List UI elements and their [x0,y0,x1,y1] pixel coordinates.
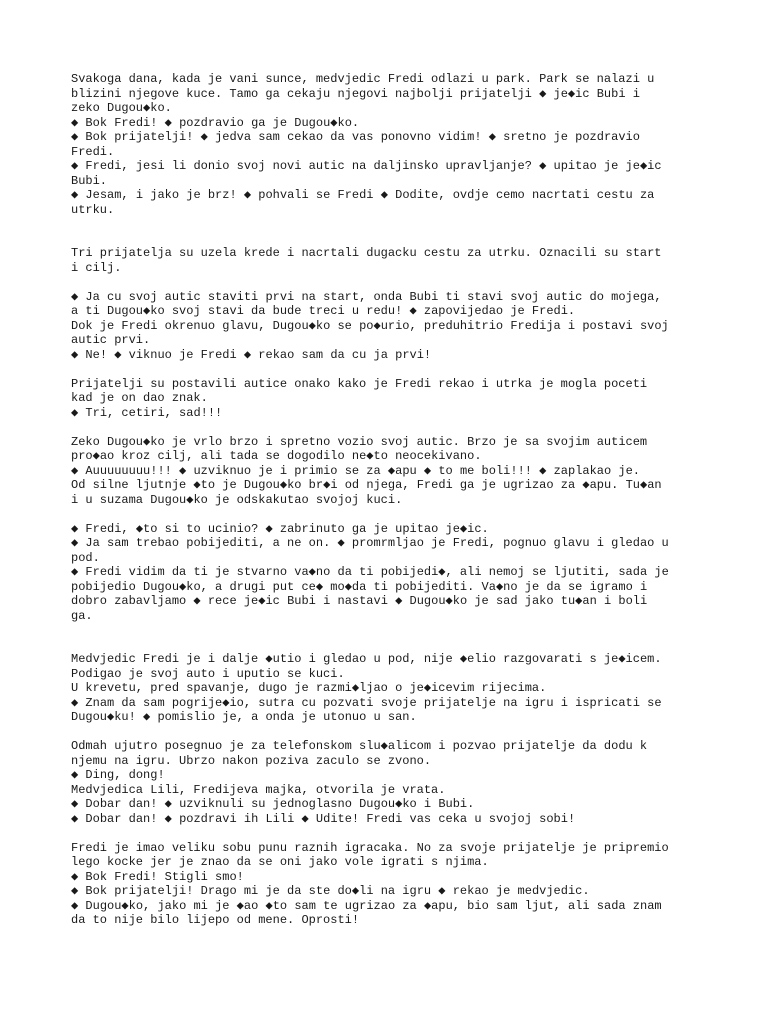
text-line: a ti Dugou◆ko svoj stavi da bude treci u redu! ◆ zapovijedao je Fredi. [71,304,576,318]
paragraph-spacer [71,507,711,522]
paragraph-evening-reflection [71,652,711,725]
text-line: kad je on dao znak. [71,391,208,405]
text-line: Zeko Dugou◆ko je vrlo brzo i spretno vozio svoj autic. Brzo je sa svojim auticem [71,434,648,449]
text-line: ◆ Znam da sam pogrije◆io, sutra cu pozvati svoje prijatelje na igru i ispricati se [71,695,662,710]
text-line: lego kocke jer je znao da se oni jako vole igrati s njima. [71,855,489,869]
paragraph-spacer [71,420,711,435]
paragraph-spacer [71,217,711,246]
text-line: ◆ Ding, dong! [71,768,165,782]
text-line: ◆ Bok Fredi! Stigli smo! [71,869,244,884]
text-line: Dok je Fredi okrenuo glavu, Dugou◆ko se po◆urio, preduhitrio Fredija i postavi svoj [71,318,669,333]
text-line: blizini njegove kuce. Tamo ga cekaju njegovi najbolji prijatelji ◆ je◆ic Bubi i [71,86,640,101]
text-line: Fredi. [71,144,115,159]
text-line: pobijedio Dugou◆ko, a drugi put ce◆ mo◆da ti pobijediti. Va◆no je da se igramo i [71,579,648,594]
text-line: utrku. [71,202,115,217]
text-line: ◆ Fredi, ◆to si to ucinio? ◆ zabrinuto ga je upitao je◆ic. [71,521,489,536]
text-line: ◆ Fredi vidim da ti je stvarno va◆no da ti pobijedi◆, ali nemoj se ljutiti, sada je [71,565,669,579]
text-line: ga. [71,608,93,623]
paragraph-spacer [71,623,711,652]
text-line: da to nije bilo lijepo od mene. Oprosti! [71,913,360,927]
paragraph-race-incident [71,435,711,508]
text-line: ◆ Ja sam trebao pobijediti, a ne on. ◆ promrmljao je Fredi, pognuo glavu i gledao u [71,536,669,550]
paragraph-spacer [71,725,711,740]
text-line: Fredi je imao veliku sobu punu raznih igracaka. No za svoje prijatelje je pripremio [71,840,669,855]
text-line: Od silne ljutnje ◆to je Dugou◆ko br◆i od njega, Fredi ga je ugrizao za ◆apu. Tu◆an [71,478,662,492]
text-line: autic prvi. [71,333,151,347]
text-line: Tri prijatelja su uzela krede i nacrtali dugacku cestu za utrku. Oznacili su start [71,246,662,260]
paragraph-track-drawing [71,246,711,275]
paragraph-race-start [71,377,711,421]
text-line: ◆ Tri, cetiri, sad!!! [71,405,223,420]
text-line: i u suzama Dugou◆ko je odskakutao svojoj kuci. [71,492,403,507]
paragraph-park-intro [71,72,711,217]
text-line: Prijatelji su postavili autice onako kako je Fredi rekao i utrka je mogla poceti [71,376,648,391]
text-line: Medvjedica Lili, Fredijeva majka, otvorila je vrata. [71,782,446,797]
text-line: pod. [71,550,100,565]
text-line: ◆ Dobar dan! ◆ pozdravi ih Lili ◆ Udite! Fredi vas ceka u svojoj sobi! [71,811,576,826]
text-line: ◆ Dobar dan! ◆ uzviknuli su jednoglasno Dugou◆ko i Bubi. [71,797,475,811]
text-line: U krevetu, pred spavanje, dugo je razmi◆ljao o je◆icevim rijecima. [71,681,547,695]
text-line: zeko Dugou◆ko. [71,101,172,115]
paragraph-spacer [71,826,711,841]
document-page [71,72,711,928]
text-line: Dugou◆ku! ◆ pomislio je, a onda je utonuo u san. [71,710,417,724]
paragraph-spacer [71,275,711,290]
text-line: dobro zabavljamo ◆ rece je◆ic Bubi i nastavi ◆ Dugou◆ko je sad jako tu◆an i boli [71,594,648,608]
text-line: ◆ Auuuuuuuu!!! ◆ uzviknuo je i primio se za ◆apu ◆ to me boli!!! ◆ zaplakao je. [71,463,641,478]
text-line: ◆ Ja cu svoj autic staviti prvi na start, onda Bubi ti stavi svoj autic do mojega, [71,289,662,304]
paragraph-apology [71,841,711,928]
paragraph-morning-call [71,739,711,826]
text-line: ◆ Dugou◆ko, jako mi je ◆ao ◆to sam te ugrizao za ◆apu, bio sam ljut, ali sada znam [71,898,662,913]
paragraph-start-line [71,290,711,363]
text-line: ◆ Bok prijatelji! ◆ jedva sam cekao da vas ponovno vidim! ◆ sretno je pozdravio [71,130,640,144]
paragraph-spacer [71,362,711,377]
text-line: Odmah ujutro posegnuo je za telefonskom slu◆alicom i pozvao prijatelje da dodu k [71,739,648,753]
text-line: ◆ Bok prijatelji! Drago mi je da ste do◆li na igru ◆ rekao je medvjedic. [71,884,590,898]
text-line: ◆ Ne! ◆ viknuo je Fredi ◆ rekao sam da cu ja prvi! [71,347,432,362]
text-line: pro◆ao kroz cilj, ali tada se dogodilo ne◆to neocekivano. [71,449,482,463]
text-line: Bubi. [71,173,108,188]
paragraph-bubi-advice [71,522,711,624]
text-line: ◆ Fredi, jesi li donio svoj novi autic na daljinsko upravljanje? ◆ upitao je je◆ic [71,159,662,173]
text-line: njemu na igru. Ubrzo nakon poziva zaculo se zvono. [71,753,432,768]
text-line: Svakoga dana, kada je vani sunce, medvjedic Fredi odlazi u park. Park se nalazi u [71,72,655,86]
text-line: ◆ Bok Fredi! ◆ pozdravio ga je Dugou◆ko. [71,115,360,130]
text-line: i cilj. [71,260,122,275]
text-line: Medvjedic Fredi je i dalje ◆utio i gledao u pod, nije ◆elio razgovarati s je◆icem. [71,652,662,666]
text-line: ◆ Jesam, i jako je brz! ◆ pohvali se Fredi ◆ Dodite, ovdje cemo nacrtati cestu za [71,188,655,202]
text-line: Podigao je svoj auto i uputio se kuci. [71,666,345,681]
